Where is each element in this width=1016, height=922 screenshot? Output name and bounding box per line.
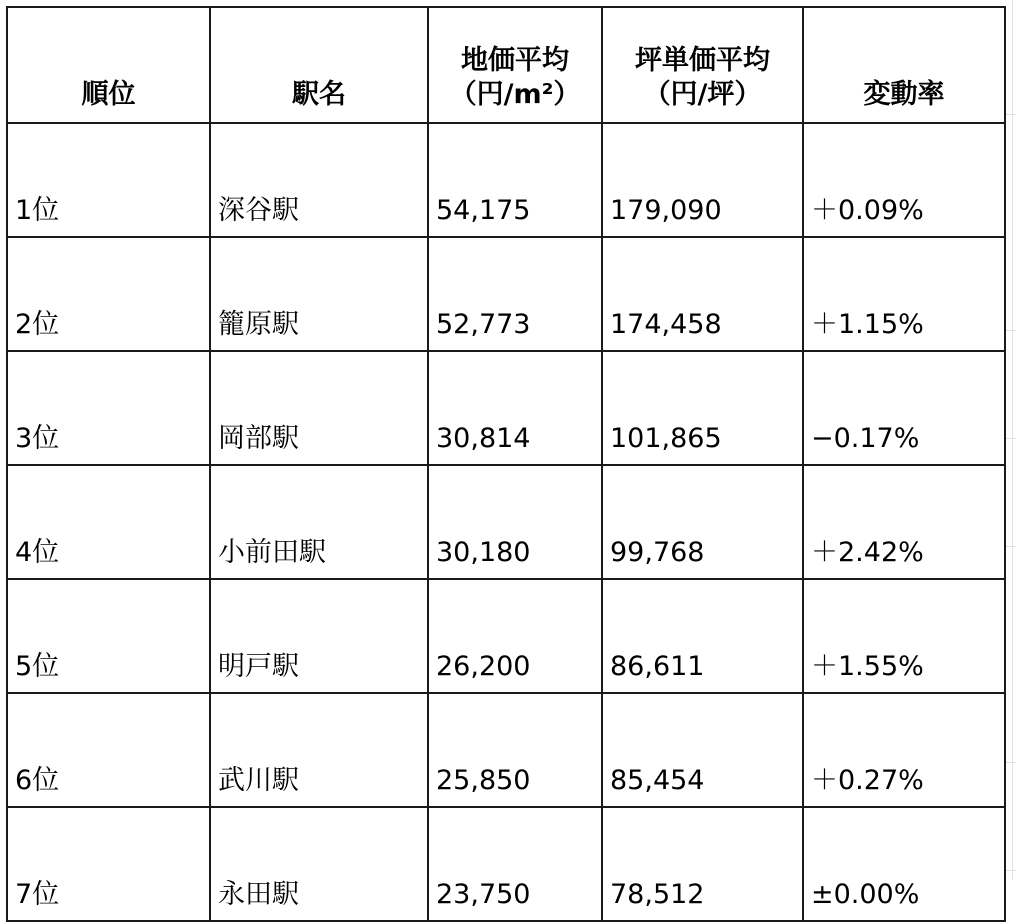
table-row	[7, 351, 1005, 465]
cell-change[interactable]: ＋0.27%	[803, 693, 1005, 807]
cell-rank[interactable]: 3位	[7, 351, 210, 465]
header-land-price-label: 地価平均	[461, 45, 569, 76]
header-station-label: 駅名	[292, 79, 346, 110]
cell-land-price[interactable]: 52,773	[428, 237, 602, 351]
header-tsubo-price-label: 坪単価平均	[635, 45, 770, 76]
cell-change[interactable]: ＋0.09%	[803, 123, 1005, 237]
cell-tsubo-price[interactable]: 86,611	[602, 579, 803, 693]
table-row	[7, 465, 1005, 579]
cell-tsubo-price[interactable]: 174,458	[602, 237, 803, 351]
cell-tsubo-price[interactable]: 85,454	[602, 693, 803, 807]
header-land-price-unit: （円/m²）	[449, 79, 581, 110]
cell-tsubo-price[interactable]: 101,865	[602, 351, 803, 465]
cell-change[interactable]: ＋1.55%	[803, 579, 1005, 693]
cell-rank[interactable]: 4位	[7, 465, 210, 579]
cell-tsubo-price[interactable]: 179,090	[602, 123, 803, 237]
cell-rank[interactable]: 5位	[7, 579, 210, 693]
cell-land-price[interactable]: 25,850	[428, 693, 602, 807]
cell-land-price[interactable]: 23,750	[428, 807, 602, 921]
cell-change[interactable]: −0.17%	[803, 351, 1005, 465]
header-change-label: 変動率	[863, 79, 945, 110]
cell-rank[interactable]: 6位	[7, 693, 210, 807]
cell-station[interactable]: 小前田駅	[210, 465, 428, 579]
table-row	[7, 123, 1005, 237]
table-row	[7, 807, 1005, 921]
cell-rank[interactable]: 1位	[7, 123, 210, 237]
cell-change[interactable]: ＋1.15%	[803, 237, 1005, 351]
cell-station[interactable]: 岡部駅	[210, 351, 428, 465]
spreadsheet-gridline	[1012, 0, 1013, 880]
header-station[interactable]	[210, 7, 428, 123]
header-rank[interactable]	[7, 7, 210, 123]
header-tsubo-price-unit: （円/坪）	[643, 79, 762, 110]
table-row	[7, 693, 1005, 807]
station-land-price-ranking-table	[6, 6, 1006, 922]
cell-station[interactable]: 明戸駅	[210, 579, 428, 693]
cell-land-price[interactable]: 30,180	[428, 465, 602, 579]
cell-rank[interactable]: 7位	[7, 807, 210, 921]
header-tsubo-price[interactable]	[602, 7, 803, 123]
table-row	[7, 579, 1005, 693]
cell-change[interactable]: ＋2.42%	[803, 465, 1005, 579]
cell-land-price[interactable]: 54,175	[428, 123, 602, 237]
cell-land-price[interactable]: 26,200	[428, 579, 602, 693]
cell-station[interactable]: 深谷駅	[210, 123, 428, 237]
table-header-row	[7, 7, 1005, 123]
cell-tsubo-price[interactable]: 78,512	[602, 807, 803, 921]
header-change[interactable]	[803, 7, 1005, 123]
header-rank-label: 順位	[81, 79, 136, 110]
cell-station[interactable]: 武川駅	[210, 693, 428, 807]
table-row	[7, 237, 1005, 351]
cell-tsubo-price[interactable]: 99,768	[602, 465, 803, 579]
header-land-price[interactable]	[428, 7, 602, 123]
cell-station[interactable]: 籠原駅	[210, 237, 428, 351]
cell-rank[interactable]: 2位	[7, 237, 210, 351]
cell-change[interactable]: ±0.00%	[803, 807, 1005, 921]
cell-station[interactable]: 永田駅	[210, 807, 428, 921]
cell-land-price[interactable]: 30,814	[428, 351, 602, 465]
